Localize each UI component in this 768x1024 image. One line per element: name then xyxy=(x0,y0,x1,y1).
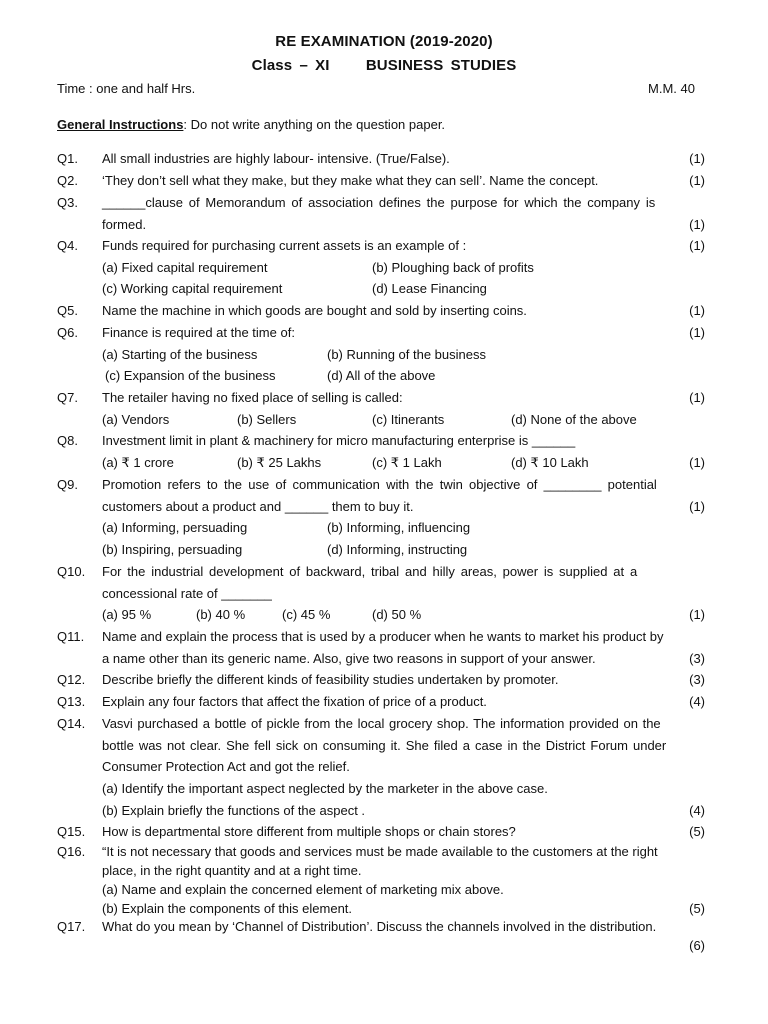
question-text: All small industries are highly labour- intensive. (True/False). xyxy=(102,151,450,166)
question-marks: (6) xyxy=(689,938,705,953)
option-d: (d) Informing, instructing xyxy=(327,542,468,558)
question-part-a: (a) Name and explain the concerned element of marketing mix above. xyxy=(102,882,504,897)
option-c: (b) Inspiring, persuading xyxy=(102,542,243,558)
class-subject-title: Class – XI BUSINESS STUDIES xyxy=(251,57,517,74)
option-b: (b) Sellers xyxy=(237,411,297,427)
question-marks: (1) xyxy=(689,238,705,253)
question-marks: (1) xyxy=(689,216,705,232)
question-text: Promotion refers to the use of communication with the twin objective of ________ potential xyxy=(102,477,657,492)
option-a: (a) Fixed capital requirement xyxy=(102,259,268,275)
option-a: (a) ₹ 1 crore xyxy=(102,454,174,470)
option-c: (c) Working capital requirement xyxy=(102,281,283,297)
question-marks: (5) xyxy=(689,901,705,916)
question-text: Funds required for purchasing current assets is an example of : xyxy=(102,238,467,253)
question-text-cont: Consumer Protection Act and got the relief. xyxy=(102,759,350,775)
option-c: (c) Itinerants xyxy=(372,411,445,427)
question-marks: (3) xyxy=(689,672,705,687)
question-number: Q2. xyxy=(57,173,78,188)
question-text-cont: place, in the right quantity and at a right time. xyxy=(102,863,362,878)
question-text: Investment limit in plant & machinery for micro manufacturing enterprise is ______ xyxy=(102,433,576,448)
question-marks: (5) xyxy=(689,824,705,839)
question-text: Finance is required at the time of: xyxy=(102,325,295,340)
option-c: (c) Expansion of the business xyxy=(105,368,276,384)
question-text: For the industrial development of backward, tribal and hilly areas, power is supplied at a xyxy=(102,564,638,579)
question-text-cont: customers about a product and ______ them to buy it. xyxy=(102,498,414,514)
question-marks: (1) xyxy=(689,303,705,318)
question-text: “It is not necessary that goods and services must be made available to the customers at the right xyxy=(102,844,658,859)
question-number: Q16. xyxy=(57,844,86,859)
question-number: Q3. xyxy=(57,195,78,210)
question-text: ‘They don’t sell what they make, but they make what they can sell’. Name the concept. xyxy=(102,173,599,188)
question-number: Q1. xyxy=(57,151,78,166)
question-marks: (4) xyxy=(689,694,705,709)
option-b: (b) ₹ 25 Lakhs xyxy=(237,454,322,470)
question-text-cont: a name other than its generic name. Also, give two reasons in support of your answer. xyxy=(102,650,596,666)
time-allowed: Time : one and half Hrs. xyxy=(57,81,196,96)
question-marks: (1) xyxy=(689,498,705,514)
question-number: Q7. xyxy=(57,390,78,405)
general-instructions xyxy=(57,117,445,132)
question-text-cont: concessional rate of _______ xyxy=(102,585,272,601)
question-text-cont: formed. xyxy=(102,216,147,232)
question-number: Q15. xyxy=(57,824,86,839)
question-text: The retailer having no fixed place of selling is called: xyxy=(102,390,403,405)
question-marks: (1) xyxy=(689,454,705,470)
question-marks: (1) xyxy=(689,607,705,623)
question-text: What do you mean by ‘Channel of Distribution’. Discuss the channels involved in the distribution. xyxy=(102,919,657,934)
question-marks: (3) xyxy=(689,650,705,666)
question-marks: (1) xyxy=(689,325,705,340)
question-part-b: (b) Explain the components of this element. xyxy=(102,901,353,916)
question-number: Q11. xyxy=(57,629,85,644)
question-number: Q12. xyxy=(57,672,86,687)
option-c: (c) 45 % xyxy=(282,607,331,623)
question-number: Q4. xyxy=(57,238,78,253)
question-marks: (4) xyxy=(689,802,705,818)
question-number: Q6. xyxy=(57,325,78,340)
question-marks: (1) xyxy=(689,390,705,405)
question-part-a: (a) Identify the important aspect neglected by the marketer in the above case. xyxy=(102,781,548,797)
option-d: (d) Lease Financing xyxy=(372,281,487,297)
question-text: ______clause of Memorandum of association defines the purpose for which the company is xyxy=(102,195,656,210)
question-text: Explain any four factors that affect the fixation of price of a product. xyxy=(102,694,487,709)
option-b: (b) Ploughing back of profits xyxy=(372,259,534,275)
option-d: (d) All of the above xyxy=(327,368,436,384)
question-text-cont: bottle was not clear. She fell sick on consuming it. She filed a case in the District Forum under xyxy=(102,737,667,753)
option-d: (d) ₹ 10 Lakh xyxy=(511,454,589,470)
question-part-b: (b) Explain briefly the functions of the aspect . xyxy=(102,802,366,818)
option-b: (b) Informing, influencing xyxy=(327,520,471,536)
question-number: Q13. xyxy=(57,694,86,709)
question-marks: (1) xyxy=(689,173,705,188)
option-a: (a) Informing, persuading xyxy=(102,520,248,536)
option-b: (b) 40 % xyxy=(196,607,246,623)
option-c: (c) ₹ 1 Lakh xyxy=(372,454,442,470)
question-number: Q10. xyxy=(57,564,86,579)
question-text: Name the machine in which goods are bought and sold by inserting coins. xyxy=(102,303,527,318)
question-number: Q14. xyxy=(57,716,86,731)
question-text: How is departmental store different from multiple shops or chain stores? xyxy=(102,824,516,839)
question-number: Q8. xyxy=(57,433,78,448)
instructions-label: General Instructions xyxy=(57,117,184,132)
question-number: Q9. xyxy=(57,477,78,492)
option-a: (a) Starting of the business xyxy=(102,346,258,362)
question-number: Q5. xyxy=(57,303,78,318)
question-text: Vasvi purchased a bottle of pickle from the local grocery shop. The information provided on the xyxy=(102,716,661,731)
option-a: (a) 95 % xyxy=(102,607,152,623)
question-marks: (1) xyxy=(689,151,705,166)
option-a: (a) Vendors xyxy=(102,411,170,427)
question-number: Q17. xyxy=(57,919,86,934)
maximum-marks: M.M. 40 xyxy=(648,81,695,96)
instructions-text: : Do not write anything on the question paper. xyxy=(183,117,446,132)
option-d: (d) 50 % xyxy=(372,607,422,623)
option-d: (d) None of the above xyxy=(511,411,637,427)
exam-title: RE EXAMINATION (2019-2020) xyxy=(275,33,493,50)
option-b: (b) Running of the business xyxy=(327,346,486,362)
question-text: Name and explain the process that is used by a producer when he wants to market his product by xyxy=(102,629,664,644)
question-text: Describe briefly the different kinds of feasibility studies undertaken by promoter. xyxy=(102,672,559,687)
